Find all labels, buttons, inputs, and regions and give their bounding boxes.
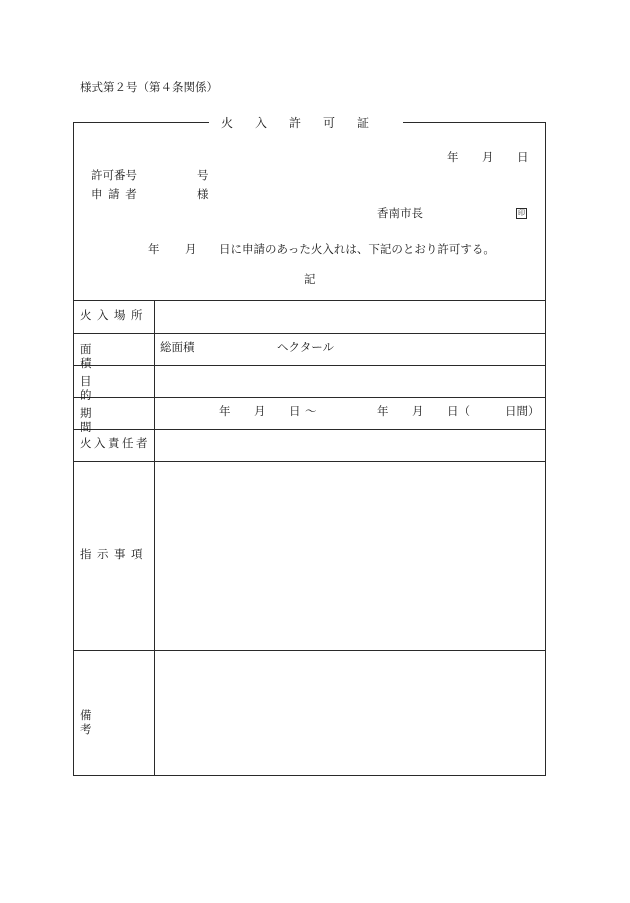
- form-title: 火入許可証: [209, 116, 403, 130]
- responsible-label: 火入責任者: [80, 436, 150, 450]
- period-label-text: 期間: [80, 406, 147, 434]
- period-day-1: 日: [289, 404, 301, 418]
- permit-number-label: 許可番号: [91, 168, 137, 182]
- period-year-1: 年: [219, 404, 231, 418]
- area-total: 総面積: [160, 340, 195, 354]
- issue-date-year: 年: [447, 150, 459, 164]
- purpose-label: [80, 374, 148, 402]
- place-label: 火入場所: [80, 308, 148, 322]
- instructions-label: 指示事項: [80, 547, 148, 561]
- applicant-suffix: 様: [197, 187, 209, 201]
- row-divider: [73, 333, 546, 334]
- row-divider: [73, 650, 546, 651]
- permit-number-suffix: 号: [197, 168, 209, 182]
- applicant-label: 申 請 者: [91, 187, 138, 201]
- row-divider: [73, 300, 546, 301]
- period-tilde: ～: [305, 404, 317, 418]
- column-divider: [154, 300, 155, 776]
- row-divider: [73, 461, 546, 462]
- issuer-name: 香南市長: [377, 206, 423, 220]
- seal-text: 印: [518, 209, 525, 217]
- issue-date-day: 日: [517, 150, 529, 164]
- period-month-1: 月: [254, 404, 266, 418]
- area-label-text: 面積: [80, 342, 147, 370]
- statement-year: 年: [148, 242, 160, 256]
- area-label: [80, 342, 148, 370]
- period-year-2: 年: [377, 404, 389, 418]
- ki-label: 記: [304, 272, 316, 286]
- form-number: 様式第２号（第４条関係）: [80, 80, 218, 94]
- area-unit: ヘクタール: [277, 340, 335, 354]
- seal-mark: [516, 208, 527, 219]
- period-label: [80, 406, 148, 434]
- remarks-label: [80, 708, 148, 736]
- period-month-2: 月: [412, 404, 424, 418]
- period-day-2: 日（: [447, 404, 470, 418]
- issue-date-month: 月: [482, 150, 494, 164]
- purpose-label-text: 目的: [80, 374, 147, 402]
- period-days: 日間）: [505, 404, 540, 418]
- statement-text: 日に申請のあった火入れは、下記のとおり許可する。: [219, 242, 495, 256]
- title-wrap: [0, 116, 630, 130]
- statement-month: 月: [185, 242, 197, 256]
- remarks-label-text: 備考: [80, 708, 147, 736]
